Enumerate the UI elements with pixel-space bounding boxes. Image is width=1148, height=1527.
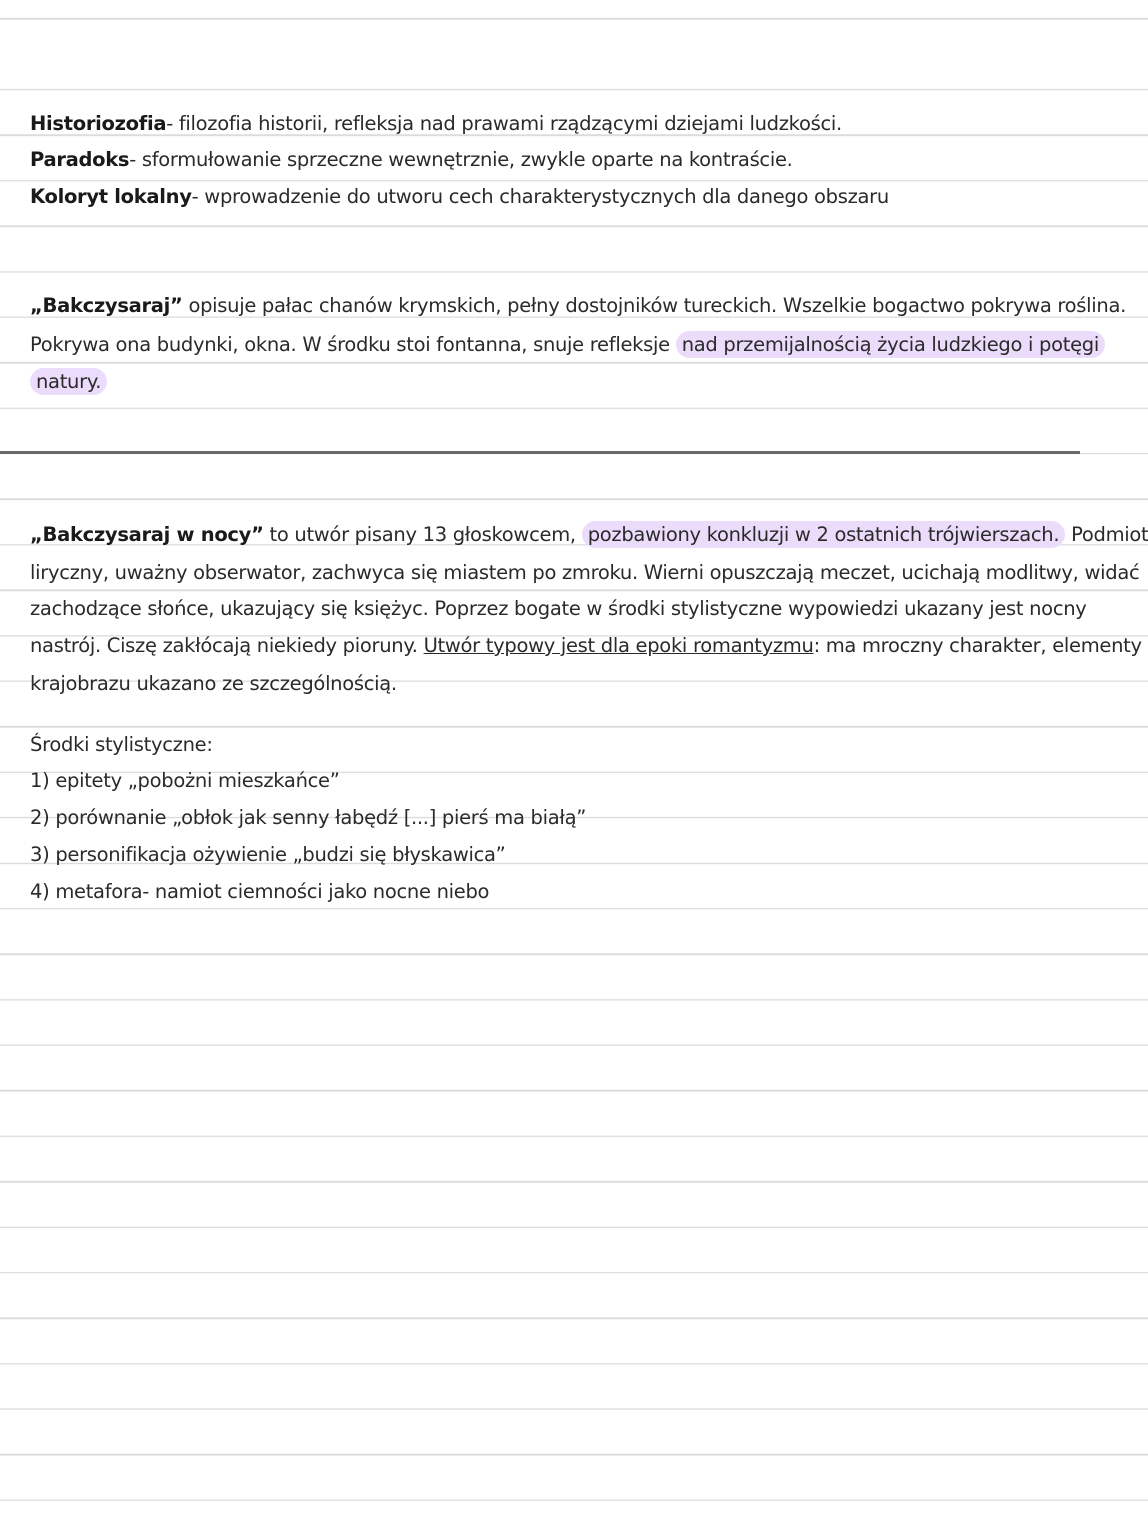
highlight: nad przemijalnością życia ludzkiego i potęgi	[676, 331, 1105, 358]
noc-line-4	[30, 632, 1142, 660]
highlight: natury.	[30, 368, 107, 395]
definition-paradoks	[30, 146, 1060, 174]
underlined-text: Utwór typowy jest dla epoki romantyzmu	[423, 634, 814, 657]
paragraph-text: krajobrazu ukazano ze szczególnością.	[30, 672, 397, 695]
srodki-item: 2) porównanie „obłok jak senny łabędź [...] pierś ma białą”	[30, 806, 587, 829]
paragraph-text: to utwór pisany 13 głoskowcem,	[263, 523, 582, 546]
paragraph-text: Pokrywa ona budynki, okna. W środku stoi fontanna, snuje refleksje	[30, 333, 676, 356]
paragraph-text: : ma mroczny charakter, elementy	[813, 634, 1142, 657]
paragraph-text: zachodzące słońce, ukazujący się księżyc. Poprzez bogate w środki stylistyczne wypowiedzi ukazany jest nocny	[30, 597, 1087, 620]
srodki-item: 3) personifikacja ożywienie „budzi się błyskawica”	[30, 843, 506, 866]
paragraph-text: liryczny, uważny obserwator, zachwyca się miastem po zmroku. Wierni opuszczają meczet, ucichają modlitwy, widać	[30, 561, 1140, 584]
definition-koloryt	[30, 183, 1060, 211]
bakczysaraj-line-1	[30, 292, 1127, 320]
highlight: pozbawiony konkluzji w 2 ostatnich trójwierszach.	[582, 521, 1066, 548]
poem-title: „Bakczysaraj w nocy”	[30, 523, 264, 546]
term-label: Koloryt lokalny	[30, 185, 192, 208]
definition-text: - filozofia historii, refleksja nad prawami rządzącymi dziejami ludzkości.	[166, 112, 842, 135]
section-divider	[0, 451, 1080, 454]
noc-line-3	[30, 595, 1087, 623]
definition-historiozofia	[30, 110, 1060, 138]
bakczysaraj-line-2	[30, 331, 1099, 359]
paragraph-text: Podmiot	[1065, 523, 1148, 546]
paragraph-text: nastrój. Ciszę zakłócają niekiedy pioruny.	[30, 634, 424, 657]
noc-line-5	[30, 670, 1060, 698]
bakczysaraj-line-3	[30, 368, 1060, 396]
poem-title: „Bakczysaraj”	[30, 294, 183, 317]
paragraph-text: opisuje pałac chanów krymskich, pełny dostojników tureckich. Wszelkie bogactwo pokrywa roślina.	[182, 294, 1127, 317]
srodki-item: 1) epitety „pobożni mieszkańce”	[30, 769, 340, 792]
term-label: Paradoks	[30, 148, 130, 171]
term-label: Historiozofia	[30, 112, 167, 135]
definition-text: - wprowadzenie do utworu cech charakterystycznych dla danego obszaru	[191, 185, 889, 208]
definition-text: - sformułowanie sprzeczne wewnętrznie, zwykle oparte na kontraście.	[129, 148, 793, 171]
noc-line-1	[30, 521, 1148, 549]
srodki-item: 4) metafora- namiot ciemności jako nocne niebo	[30, 880, 490, 903]
srodki-heading: Środki stylistyczne:	[30, 733, 213, 756]
noc-line-2	[30, 559, 1140, 587]
